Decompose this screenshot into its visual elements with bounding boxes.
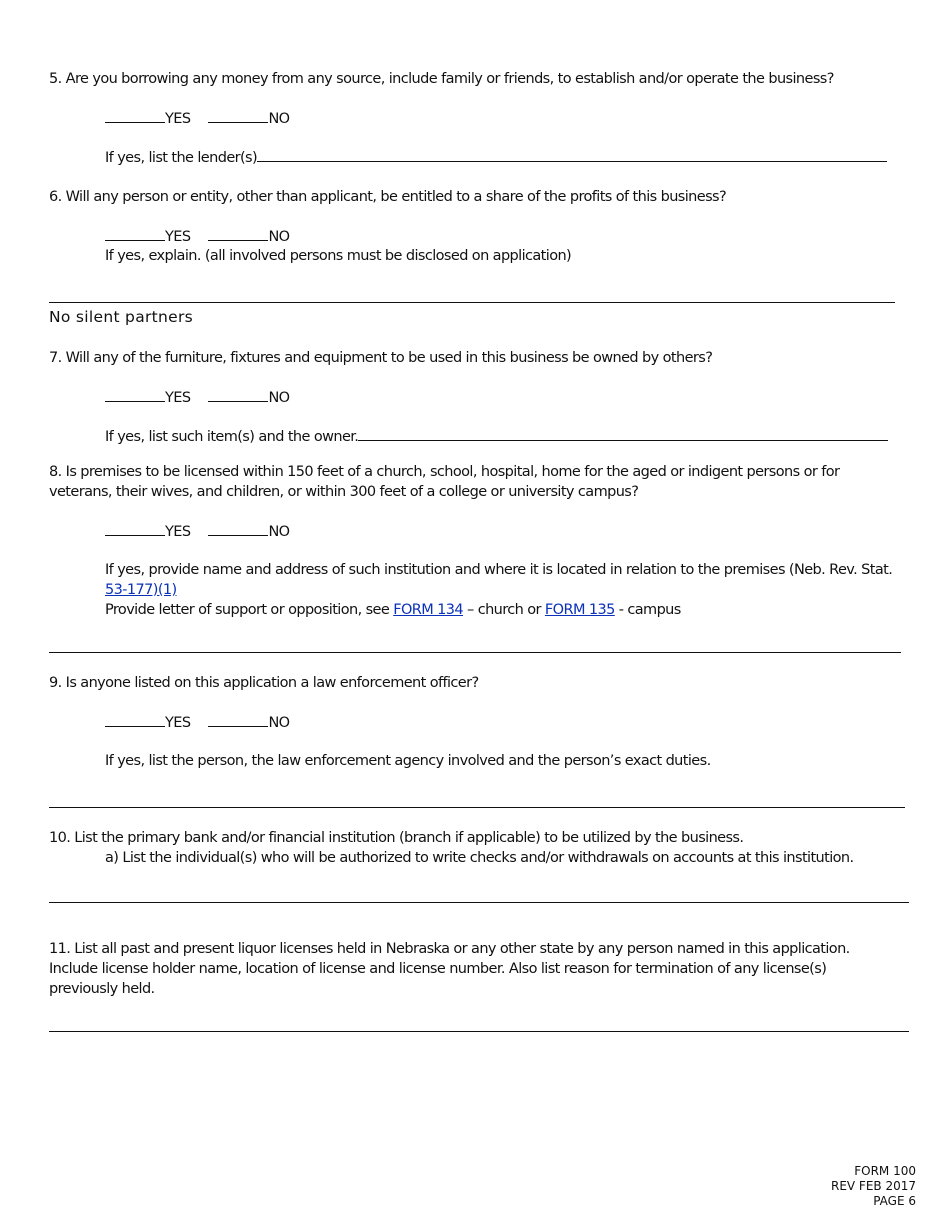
question-9-yes-no: [105, 712, 290, 733]
q6-answer[interactable]: No silent partners: [49, 308, 194, 326]
q5-lender-blank[interactable]: [257, 147, 887, 162]
q8-church-text: – church or: [463, 602, 545, 618]
footer-form-number: FORM 100: [854, 1164, 916, 1178]
question-8-statute: [105, 580, 177, 600]
q7-no-label: NO: [268, 390, 290, 406]
q9-no-label: NO: [268, 715, 290, 731]
page-footer: [831, 1164, 916, 1209]
question-7-text: 7. Will any of the furniture, fixtures and equipment to be used in this business be owned by others?: [49, 350, 713, 366]
q11-answer-line[interactable]: [49, 1031, 909, 1032]
q8-letter-prefix: Provide letter of support or opposition, see: [105, 602, 394, 618]
question-11-line1: 11. List all past and present liquor licenses held in Nebraska or any other state by any person named in this application.: [49, 941, 850, 957]
question-7-followup: [105, 426, 888, 447]
q7-yes-blank[interactable]: [105, 387, 165, 402]
q7-no-blank[interactable]: [208, 387, 268, 402]
q7-items-blank[interactable]: [358, 426, 888, 441]
footer-page-number: PAGE 6: [873, 1194, 916, 1208]
q5-no-label: NO: [268, 111, 290, 127]
question-10-sub: a) List the individual(s) who will be authorized to write checks and/or withdrawals on accounts at this institution.: [105, 850, 854, 866]
q9-answer-line[interactable]: [49, 807, 905, 808]
q7-yes-label: YES: [165, 390, 191, 406]
q8-yes-label: YES: [165, 524, 191, 540]
q6-yes-label: YES: [165, 229, 191, 245]
q10-answer-line[interactable]: [49, 902, 909, 903]
question-5-yes-no: [105, 108, 290, 129]
q5-yes-label: YES: [165, 111, 191, 127]
question-8-yes-no: [105, 521, 290, 542]
question-11-line2: Include license holder name, location of license and license number. Also list reason for termination of any license(s): [49, 961, 827, 977]
q8-answer-line[interactable]: [49, 652, 901, 653]
q8-no-label: NO: [268, 524, 290, 540]
question-8-text-line2: veterans, their wives, and children, or within 300 feet of a college or university campus?: [49, 484, 639, 500]
q6-explain-line[interactable]: [49, 302, 895, 303]
q8-campus-text: - campus: [614, 602, 681, 618]
question-6-text: 6. Will any person or entity, other than applicant, be entitled to a share of the profits of this business?: [49, 189, 727, 205]
q5-yes-blank[interactable]: [105, 108, 165, 123]
question-7-yes-no: [105, 387, 290, 408]
form-134-link[interactable]: FORM 134: [393, 602, 464, 618]
question-10-text: 10. List the primary bank and/or financial institution (branch if applicable) to be utilized by the business.: [49, 830, 744, 846]
form-135-link[interactable]: FORM 135: [544, 602, 615, 618]
question-8-letter: [105, 600, 681, 620]
question-5-followup: [105, 147, 887, 168]
question-8-followup: If yes, provide name and address of such institution and where it is located in relation to the premises (Neb. Rev. Stat.: [105, 562, 893, 578]
q6-yes-blank[interactable]: [105, 226, 165, 241]
q9-yes-blank[interactable]: [105, 712, 165, 727]
question-9-text: 9. Is anyone listed on this application a law enforcement officer?: [49, 675, 479, 691]
q9-no-blank[interactable]: [208, 712, 268, 727]
question-6-yes-no: [105, 226, 290, 247]
q6-no-label: NO: [268, 229, 290, 245]
question-11-line3: previously held.: [49, 981, 155, 997]
q5-followup-label: If yes, list the lender(s): [105, 150, 258, 166]
statute-53-177-link[interactable]: 53-177)(1): [105, 582, 177, 598]
q6-no-blank[interactable]: [208, 226, 268, 241]
q9-yes-label: YES: [165, 715, 191, 731]
question-8-text-line1: 8. Is premises to be licensed within 150 feet of a church, school, hospital, home for the aged or indigent persons or for: [49, 464, 840, 480]
q7-followup-label: If yes, list such item(s) and the owner.: [105, 429, 359, 445]
footer-revision: REV FEB 2017: [830, 1179, 916, 1193]
q8-yes-blank[interactable]: [105, 521, 165, 536]
question-6-followup: If yes, explain. (all involved persons must be disclosed on application): [105, 248, 572, 264]
question-5-text: 5. Are you borrowing any money from any source, include family or friends, to establish and/or operate the business?: [49, 71, 834, 87]
q5-no-blank[interactable]: [208, 108, 268, 123]
q8-no-blank[interactable]: [208, 521, 268, 536]
question-9-followup: If yes, list the person, the law enforcement agency involved and the person’s exact duties.: [105, 753, 711, 769]
